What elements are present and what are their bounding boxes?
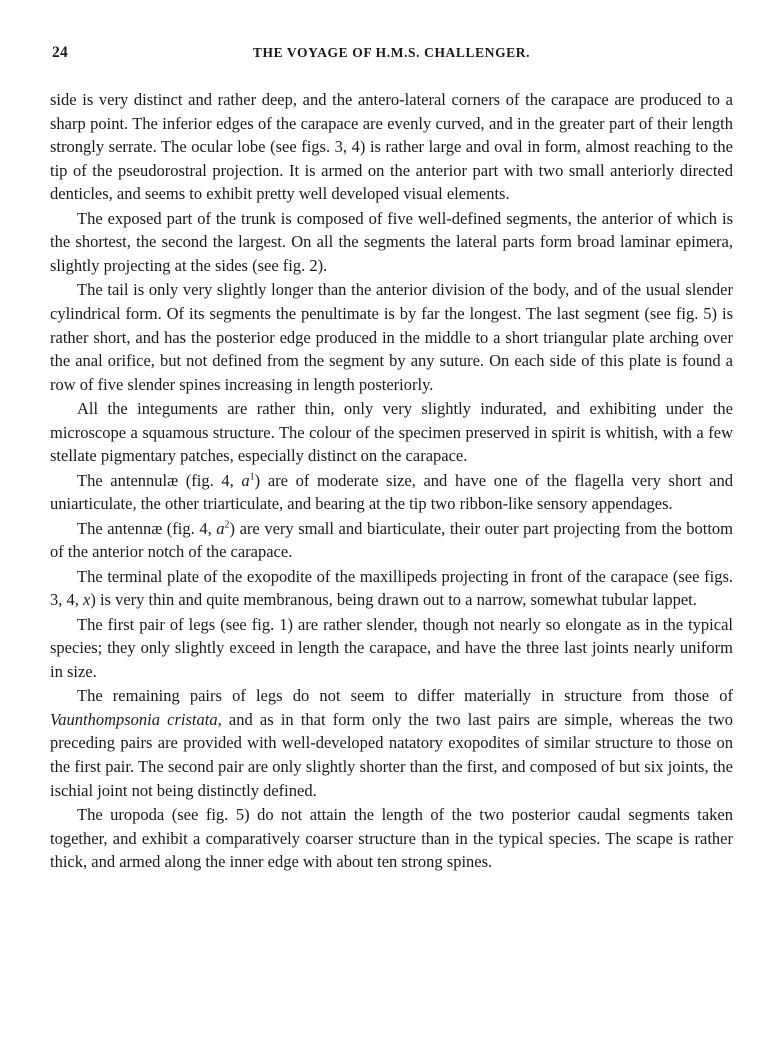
running-title: THE VOYAGE OF H.M.S. CHALLENGER.: [252, 45, 531, 60]
paragraph-remaining-legs: [50, 684, 733, 802]
paragraph-integuments: All the integuments are rather thin, only very slightly indurated, and exhibiting under the microscope a squamous structure. The colour of the specimen preserved in spirit is whitish, with a few stellate pigmentary patches, especially distinct on the carapace.: [50, 399, 733, 466]
text-run: ) are very small and biarticulate, their outer part projecting from the bottom of the anterior notch of the carapace.: [50, 518, 733, 562]
italic-label: x: [83, 590, 91, 610]
paragraph-tail: The tail is only very slightly longer than the anterior division of the body, and of the usual slender cylindrical form. Of its segments the penultimate is by far the longest. The last segment (see fig. 5) is rather short, and has the posterior edge produced in the middle to a short triangular plate arching over the anal orifice, but not defined from the segment by any suture. On each side of this plate is found a row of five slender spines increasing in length posteriorly.: [50, 280, 733, 394]
document-page: [50, 38, 733, 874]
paragraph-trunk: The exposed part of the trunk is composed of five well-defined segments, the anterior of which is the shortest, the second the largest. On all the segments the lateral parts form broad laminar epimera, slightly projecting at the sides (see fig. 2).: [50, 208, 733, 275]
text-run: , and as in that form only the two last pairs are simple, whereas the two preceding pairs are provided with well-developed natatory exopodites of similar structure to those on the first pair. The second pair are only slightly shorter than the first, and composed of but six joints, the ischial joint not being distinctly defined.: [50, 709, 733, 800]
species-name: Vaunthompsonia cristata: [50, 709, 218, 729]
superscript: 1: [249, 471, 255, 483]
text-run: The terminal plate of the exopodite of the maxillipeds projecting in front of the carapace (see figs. 3, 4,: [50, 566, 733, 610]
text-run: The antennæ (fig. 4,: [77, 518, 217, 538]
running-head: [50, 38, 733, 68]
paragraph-maxillipeds: [50, 565, 733, 612]
text-run: ) are of moderate size, and have one of the flagella very short and uniarticulate, the other triarticulate, and bearing at the tip two ribbon-like sensory appendages.: [50, 470, 734, 514]
superscript: 2: [224, 519, 230, 531]
paragraph-antennae: [50, 517, 733, 564]
page-number: 24: [52, 44, 69, 61]
text-run: ) is very thin and quite membranous, being drawn out to a narrow, somewhat tubular lappet.: [90, 590, 697, 610]
paragraph-continued: side is very distinct and rather deep, and the antero-lateral corners of the carapace are produced to a sharp point. The inferior edges of the carapace are evenly curved, and in the greater part of their length strongly serrate. The ocular lobe (see figs. 3, 4) is rather large and oval in form, almost reaching to the tip of the pseudorostral projection. It is armed on the anterior part with two small anteriorly directed denticles, and seems to exhibit pretty well developed visual elements.: [50, 90, 733, 204]
text-run: The antennulæ (fig. 4,: [77, 470, 242, 490]
body-text: [50, 88, 733, 874]
text-run: The remaining pairs of legs do not seem to differ materially in structure from those of: [77, 686, 733, 706]
italic-label: a: [241, 470, 250, 490]
italic-label: a: [216, 518, 225, 538]
paragraph-uropoda: The uropoda (see fig. 5) do not attain the length of the two posterior caudal segments taken together, and exhibit a comparatively coarser structure than in the typical species. The scape is rather thick, and armed along the inner edge with about ten strong spines.: [50, 804, 733, 872]
paragraph-antennulae: [50, 469, 733, 516]
paragraph-first-legs: The first pair of legs (see fig. 1) are rather slender, though not nearly so elongate as in the typical species; they only slightly exceed in length the carapace, and have the three last joints nearly uniform in size.: [50, 614, 733, 681]
